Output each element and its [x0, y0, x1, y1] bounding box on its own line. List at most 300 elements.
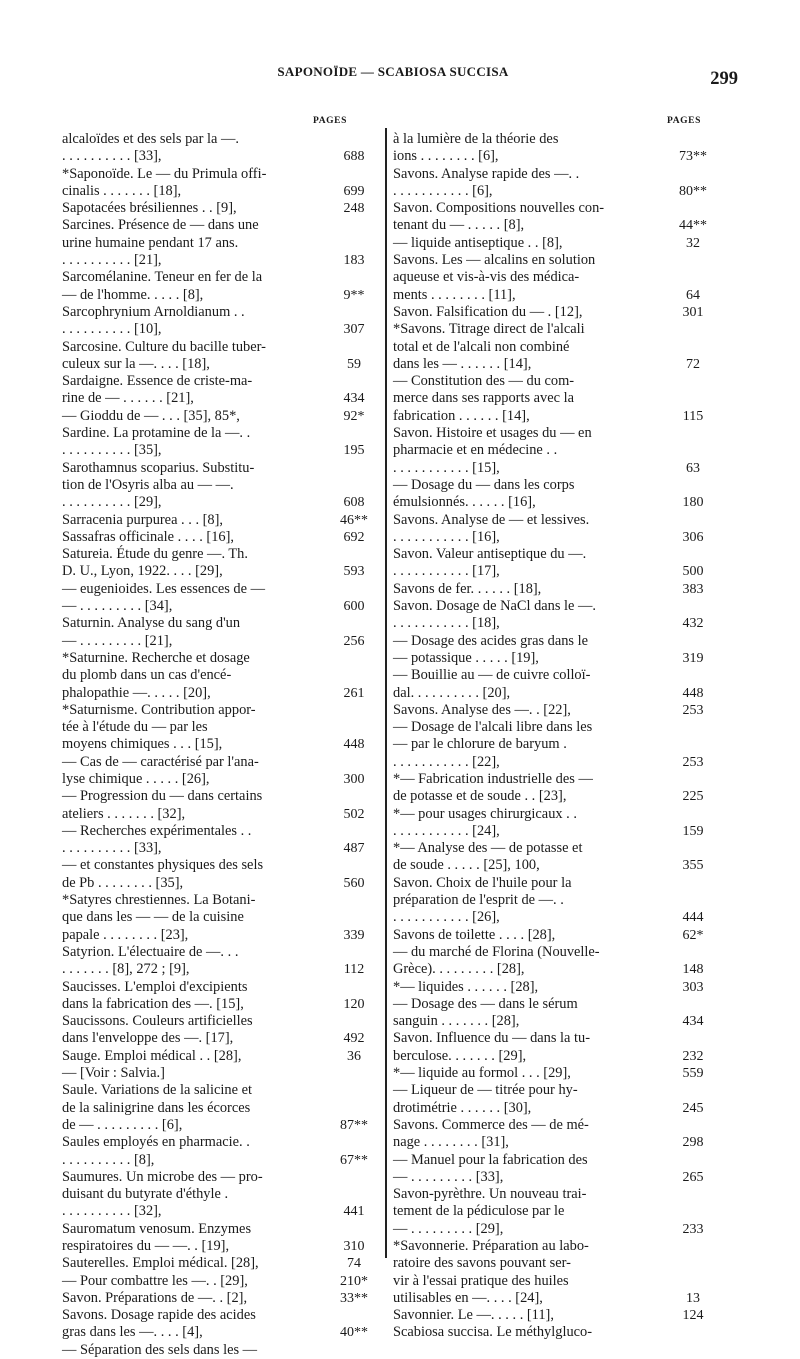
index-entry	[62, 304, 366, 339]
entry-text: — Recherches expérimentales . .	[62, 822, 252, 839]
entry-line	[62, 875, 366, 892]
entry-text: tenant du — . . . . . [8],	[393, 217, 525, 234]
entry-line	[62, 754, 366, 771]
entry-line	[62, 408, 366, 425]
entry-line	[393, 823, 705, 840]
entry-line	[393, 373, 705, 390]
entry-line	[393, 771, 705, 788]
pages-column-heading-left: PAGES	[313, 116, 347, 126]
entry-line	[62, 494, 366, 511]
page-reference: 32	[686, 235, 700, 251]
entry-line	[393, 512, 705, 529]
entry-line	[393, 754, 705, 771]
entry-text: — . . . . . . . . . [34],	[62, 598, 173, 615]
entry-line	[62, 321, 366, 338]
entry-line	[62, 857, 366, 874]
entry-text: . . . . . . . . . . [8],	[62, 1151, 155, 1168]
entry-text: — du marché de Florina (Nouvelle-	[393, 943, 600, 960]
entry-line	[62, 1186, 366, 1203]
entry-line	[62, 788, 366, 805]
entry-line	[393, 1134, 705, 1151]
entry-line	[62, 477, 366, 494]
entry-text: Savons. Dosage rapide des acides	[62, 1307, 256, 1324]
entry-text: *Savonnerie. Préparation au labo-	[393, 1238, 589, 1254]
entry-text: dans la fabrication des —. [15],	[62, 995, 244, 1012]
index-entry	[62, 1290, 366, 1307]
entry-line	[393, 892, 705, 909]
entry-line	[393, 148, 705, 165]
right-index-column	[393, 131, 705, 1342]
entry-line	[62, 1255, 366, 1272]
entry-line	[393, 183, 705, 200]
entry-line	[62, 356, 366, 373]
entry-text: Savon. Compositions nouvelles con-	[393, 200, 605, 217]
entry-text: Savons. Les — alcalins en solution	[393, 252, 596, 269]
entry-text: Savon. Influence du — dans la tu-	[393, 1030, 591, 1047]
index-entry	[62, 892, 366, 944]
page-reference: 253	[682, 754, 704, 770]
entry-text: *Saponoïde. Le — du Primula offi-	[62, 165, 267, 182]
entry-line	[62, 183, 366, 200]
entry-line	[62, 1013, 366, 1030]
index-entry	[393, 1117, 705, 1186]
index-entry	[393, 927, 705, 1031]
entry-text: ateliers . . . . . . . [32],	[62, 805, 186, 822]
index-entry	[393, 166, 705, 201]
entry-text: . . . . . . . . . . . [15],	[393, 459, 500, 476]
entry-text: Grèce). . . . . . . . . [28],	[393, 961, 525, 978]
entry-text: berculose. . . . . . . [29],	[393, 1047, 527, 1064]
index-entry	[393, 512, 705, 547]
page-reference: 92*	[343, 408, 365, 424]
page-reference: 44**	[679, 218, 707, 234]
entry-line	[62, 287, 366, 304]
entry-text: papale . . . . . . . . [23],	[62, 926, 189, 943]
page-reference: 120	[343, 996, 365, 1012]
entry-line	[393, 252, 705, 269]
entry-line	[393, 719, 705, 736]
entry-text: phalopathie —. . . . . [20],	[62, 684, 211, 701]
entry-line	[62, 944, 366, 961]
index-entry	[62, 615, 366, 650]
entry-text: de la salinigrine dans les écorces	[62, 1099, 251, 1116]
entry-line	[393, 961, 705, 978]
entry-line	[393, 581, 705, 598]
page-reference: 608	[343, 495, 365, 511]
entry-line	[393, 806, 705, 823]
entry-text: . . . . . . . . . . . [16],	[393, 528, 500, 545]
page-reference: 319	[682, 650, 704, 666]
page-reference: 233	[682, 1221, 704, 1237]
entry-text: Saturnin. Analyse du sang d'un	[62, 615, 241, 632]
entry-line	[62, 927, 366, 944]
entry-line	[62, 269, 366, 286]
entry-line	[62, 442, 366, 459]
index-entry	[62, 1169, 366, 1221]
entry-text: Savons. Analyse de — et lessives.	[393, 511, 590, 528]
entry-line	[393, 736, 705, 753]
entry-text: Satyrion. L'électuaire de —. . .	[62, 943, 239, 960]
entry-text: Sarracenia purpurea . . . [8],	[62, 511, 224, 528]
entry-line	[393, 217, 705, 234]
page-reference: 492	[343, 1031, 365, 1047]
entry-text: — liquide antiseptique . . [8],	[393, 234, 563, 251]
entry-line	[393, 667, 705, 684]
entry-line	[393, 788, 705, 805]
entry-line	[393, 996, 705, 1013]
entry-text: Saucisses. L'emploi d'excipients	[62, 978, 248, 995]
entry-line	[62, 1290, 366, 1307]
index-entry	[393, 1324, 705, 1341]
entry-text: — [Voir : Salvia.]	[62, 1065, 165, 1082]
entry-text: . . . . . . . . . . . [18],	[393, 615, 500, 632]
entry-line	[393, 927, 705, 944]
entry-line	[393, 460, 705, 477]
column-divider	[385, 128, 387, 1258]
index-entry	[393, 875, 705, 927]
page-reference: 502	[343, 806, 365, 822]
entry-line	[62, 1238, 366, 1255]
entry-line	[62, 840, 366, 857]
entry-text: Savons. Analyse rapide des —. .	[393, 165, 580, 182]
page-reference: 355	[682, 858, 704, 874]
entry-text: . . . . . . . . . . . [17],	[393, 563, 500, 580]
page-reference: 600	[343, 599, 365, 615]
entry-line	[393, 200, 705, 217]
left-index-column	[62, 131, 366, 1359]
index-entry	[62, 512, 366, 529]
entry-text: Savon. Préparations de —. . [2],	[62, 1289, 248, 1306]
entry-line	[62, 1048, 366, 1065]
page-reference: 699	[343, 183, 365, 199]
entry-line	[393, 1307, 705, 1324]
entry-text: Sarcines. Présence de — dans une	[62, 217, 259, 234]
entry-line	[393, 944, 705, 961]
entry-text: Savon. Choix de l'huile pour la	[393, 874, 572, 891]
page-reference: 593	[343, 564, 365, 580]
entry-line	[393, 1273, 705, 1290]
entry-text: pharmacie et en médecine . .	[393, 442, 558, 459]
entry-text: respiratoires du — —. . [19],	[62, 1238, 230, 1254]
pages-column-heading-right: PAGES	[667, 116, 701, 126]
entry-text: Sapotacées brésiliennes . . [9],	[62, 200, 237, 217]
page-reference: 87**	[340, 1117, 368, 1133]
entry-line	[62, 1221, 366, 1238]
index-entry	[62, 1307, 366, 1359]
entry-line	[393, 1100, 705, 1117]
entry-line	[62, 546, 366, 563]
entry-text: — Cas de — caractérisé par l'ana-	[62, 753, 259, 770]
index-entry	[62, 1048, 366, 1083]
index-entry	[393, 1030, 705, 1116]
page-reference: 180	[682, 495, 704, 511]
entry-text: sanguin . . . . . . . [28],	[393, 1013, 520, 1030]
entry-line	[393, 408, 705, 425]
entry-line	[62, 771, 366, 788]
entry-line	[393, 875, 705, 892]
entry-text: Sarothamnus scoparius. Substitu-	[62, 459, 255, 476]
entry-text: de — . . . . . . . . . [6],	[62, 1116, 183, 1133]
entry-line	[393, 166, 705, 183]
entry-text: drotimétrie . . . . . . [30],	[393, 1099, 532, 1116]
entry-line	[393, 909, 705, 926]
index-entry	[393, 702, 705, 875]
entry-line	[393, 390, 705, 407]
entry-text: Sauge. Emploi médical . . [28],	[62, 1047, 242, 1064]
entry-text: lyse chimique . . . . . [26],	[62, 770, 210, 787]
entry-text: *— liquides . . . . . . [28],	[393, 978, 539, 995]
page-reference: 256	[343, 633, 365, 649]
entry-text: Savon. Falsification du — . [12],	[393, 303, 583, 320]
entry-line	[62, 667, 366, 684]
entry-line	[393, 131, 705, 148]
entry-line	[393, 1238, 705, 1255]
entry-text: gras dans les —. . . . [4],	[62, 1324, 203, 1341]
entry-line	[62, 200, 366, 217]
entry-text: utilisables en —. . . . [24],	[393, 1289, 543, 1306]
entry-line	[393, 702, 705, 719]
entry-text: que dans les — — de la cuisine	[62, 909, 244, 926]
page-reference: 59	[347, 356, 361, 372]
entry-text: tion de l'Osyris alba au — —.	[62, 476, 234, 493]
entry-text: *— liquide au formol . . . [29],	[393, 1065, 571, 1082]
entry-text: — Dosage de l'alcali libre dans les	[393, 719, 593, 736]
entry-line	[393, 494, 705, 511]
entry-text: — Constitution des — du com-	[393, 373, 575, 390]
page-reference: 112	[343, 962, 365, 978]
page-reference: 265	[682, 1169, 704, 1185]
index-entry	[62, 1013, 366, 1048]
entry-text: *— Fabrication industrielle des —	[393, 770, 593, 787]
entry-text: Sardaigne. Essence de criste-ma-	[62, 373, 253, 390]
page-reference: 67**	[340, 1152, 368, 1168]
entry-line	[393, 857, 705, 874]
entry-line	[62, 598, 366, 615]
entry-line	[62, 166, 366, 183]
entry-text: — . . . . . . . . . [33],	[393, 1168, 504, 1185]
entry-line	[393, 235, 705, 252]
page-reference: 444	[682, 910, 704, 926]
index-entry	[393, 131, 705, 166]
page-reference: 148	[682, 962, 704, 978]
page-reference: 210*	[340, 1273, 368, 1289]
entry-line	[62, 979, 366, 996]
entry-text: tée à l'étude du — par les	[62, 719, 208, 736]
entry-text: — Séparation des sels dans les —	[62, 1341, 258, 1358]
entry-text: ments . . . . . . . . [11],	[393, 286, 516, 303]
entry-text: *— Analyse des — de potasse et	[393, 840, 583, 857]
entry-text: — Gioddu de — . . . [35], 85*,	[62, 407, 240, 424]
entry-text: total et de l'alcali non combiné	[393, 338, 570, 355]
entry-text: Savon. Dosage de NaCl dans le —.	[393, 598, 597, 615]
entry-text: *— pour usages chirurgicaux . .	[393, 805, 577, 822]
entry-text: — et constantes physiques des sels	[62, 857, 264, 874]
entry-text: *Satyres chrestiennes. La Botani-	[62, 892, 256, 909]
entry-line	[393, 633, 705, 650]
index-entry	[62, 131, 366, 166]
entry-text: . . . . . . . . . . [32],	[62, 1203, 162, 1220]
entry-line	[393, 563, 705, 580]
entry-text: Savon-pyrèthre. Un nouveau trai-	[393, 1186, 587, 1203]
entry-line	[62, 806, 366, 823]
entry-text: culeux sur la —. . . . [18],	[62, 355, 210, 372]
entry-line	[393, 1117, 705, 1134]
index-entry	[393, 200, 705, 252]
entry-line	[62, 1324, 366, 1341]
index-entry	[393, 252, 705, 304]
page-reference: 298	[682, 1135, 704, 1151]
index-entry	[62, 1134, 366, 1169]
entry-text: — Pour combattre les —. . [29],	[62, 1272, 248, 1289]
entry-line	[62, 702, 366, 719]
entry-text: Saucissons. Couleurs artificielles	[62, 1013, 253, 1030]
index-entry	[62, 269, 366, 304]
entry-text: — Manuel pour la fabrication des	[393, 1151, 588, 1168]
entry-line	[62, 425, 366, 442]
entry-line	[393, 1082, 705, 1099]
index-entry	[62, 1255, 366, 1290]
entry-text: Sauromatum venosum. Enzymes	[62, 1220, 252, 1237]
entry-line	[62, 1134, 366, 1151]
entry-text: — Dosage des — dans le sérum	[393, 995, 578, 1012]
entry-line	[62, 339, 366, 356]
index-entry	[62, 1082, 366, 1134]
page-reference: 13	[686, 1290, 700, 1306]
entry-line	[393, 321, 705, 338]
entry-line	[62, 719, 366, 736]
entry-text: Satureia. Étude du genre —. Th.	[62, 546, 248, 563]
index-entry	[62, 650, 366, 702]
entry-line	[393, 685, 705, 702]
entry-line	[62, 996, 366, 1013]
entry-text: de soude . . . . . [25], 100,	[393, 857, 540, 874]
entry-text: D. U., Lyon, 1922. . . . [29],	[62, 563, 223, 580]
index-entry	[62, 529, 366, 546]
page-reference: 74	[347, 1256, 361, 1272]
entry-text: . . . . . . . . . . . [26],	[393, 909, 500, 926]
entry-text: alcaloïdes et des sels par la —.	[62, 131, 240, 147]
entry-text: nage . . . . . . . . [31],	[393, 1134, 509, 1151]
entry-line	[62, 1307, 366, 1324]
entry-line	[62, 1100, 366, 1117]
page-reference: 307	[343, 322, 365, 338]
entry-text: . . . . . . . . . . [33],	[62, 840, 162, 857]
entry-text: aqueuse et vis-à-vis des médica-	[393, 269, 580, 286]
entry-text: — . . . . . . . . . [21],	[62, 632, 173, 649]
entry-line	[62, 131, 366, 148]
entry-line	[393, 1290, 705, 1307]
entry-text: duisant du butyrate d'éthyle .	[62, 1186, 229, 1203]
entry-text: — Dosage du — dans les corps	[393, 476, 575, 493]
index-entry	[393, 1238, 705, 1307]
entry-line	[62, 961, 366, 978]
index-entry	[62, 339, 366, 374]
entry-line	[62, 235, 366, 252]
entry-line	[62, 1342, 366, 1359]
index-entry	[62, 979, 366, 1014]
entry-text: tement de la pédiculose par le	[393, 1203, 565, 1220]
entry-text: — Bouillie au — de cuivre colloï-	[393, 667, 591, 684]
entry-line	[62, 148, 366, 165]
entry-text: *Savons. Titrage direct de l'alcali	[393, 321, 585, 338]
entry-text: — de l'homme. . . . . [8],	[62, 286, 204, 303]
page-reference: 115	[682, 408, 704, 424]
entry-line	[62, 736, 366, 753]
entry-line	[393, 1255, 705, 1272]
page-reference: 159	[682, 823, 704, 839]
page-reference: 245	[682, 1100, 704, 1116]
entry-line	[393, 1203, 705, 1220]
entry-text: Saules employés en pharmacie. .	[62, 1134, 250, 1151]
entry-line	[62, 581, 366, 598]
entry-text: dans l'enveloppe des —. [17],	[62, 1030, 234, 1047]
entry-line	[62, 512, 366, 529]
entry-text: Sarcosine. Culture du bacille tuber-	[62, 338, 266, 355]
page-number: 299	[710, 69, 738, 89]
entry-line	[62, 1065, 366, 1082]
index-entry	[62, 546, 366, 615]
entry-line	[62, 615, 366, 632]
index-entry	[62, 373, 366, 425]
entry-line	[393, 287, 705, 304]
entry-text: . . . . . . . . . . [29],	[62, 494, 162, 511]
entry-text: fabrication . . . . . . [14],	[393, 407, 530, 424]
page-reference: 63	[686, 460, 700, 476]
page-reference: 432	[682, 616, 704, 632]
page-reference: 692	[343, 529, 365, 545]
entry-line	[62, 217, 366, 234]
entry-line	[62, 304, 366, 321]
entry-line	[62, 563, 366, 580]
entry-line	[62, 252, 366, 269]
entry-text: Savons de toilette . . . . [28],	[393, 926, 556, 943]
entry-line	[393, 442, 705, 459]
entry-line	[393, 425, 705, 442]
entry-text: . . . . . . . . . . . [6],	[393, 182, 493, 199]
page-reference: 339	[343, 927, 365, 943]
entry-text: préparation de l'esprit de —. .	[393, 892, 564, 909]
entry-text: — par le chlorure de baryum .	[393, 736, 567, 753]
entry-line	[62, 1117, 366, 1134]
entry-line	[62, 1203, 366, 1220]
index-entry	[62, 1221, 366, 1256]
entry-text: ions . . . . . . . . [6],	[393, 148, 499, 165]
entry-line	[62, 892, 366, 909]
entry-line	[393, 1152, 705, 1169]
entry-text: Savons. Analyse des —. . [22],	[393, 701, 571, 718]
index-entry	[393, 581, 705, 598]
entry-line	[393, 1065, 705, 1082]
index-entry	[62, 200, 366, 217]
page-reference: 62*	[682, 927, 704, 943]
entry-text: Savon. Valeur antiseptique du —.	[393, 546, 587, 563]
page-reference: 560	[343, 875, 365, 891]
index-entry	[393, 304, 705, 321]
page-reference: 500	[682, 564, 704, 580]
page-reference: 225	[682, 789, 704, 805]
entry-text: Saumures. Un microbe des — pro-	[62, 1168, 263, 1185]
entry-text: moyens chimiques . . . [15],	[62, 736, 223, 753]
entry-text: Savonnier. Le —. . . . . [11],	[393, 1307, 554, 1324]
entry-text: . . . . . . . . . . [35],	[62, 442, 162, 459]
entry-text: Scabiosa succisa. Le méthylgluco-	[393, 1324, 593, 1341]
entry-line	[393, 1324, 705, 1341]
entry-text: Savons de fer. . . . . . [18],	[393, 580, 542, 597]
entry-line	[393, 356, 705, 373]
entry-line	[393, 1030, 705, 1047]
entry-text: Sarcomélanine. Teneur en fer de la	[62, 269, 263, 286]
index-entry	[393, 1186, 705, 1238]
